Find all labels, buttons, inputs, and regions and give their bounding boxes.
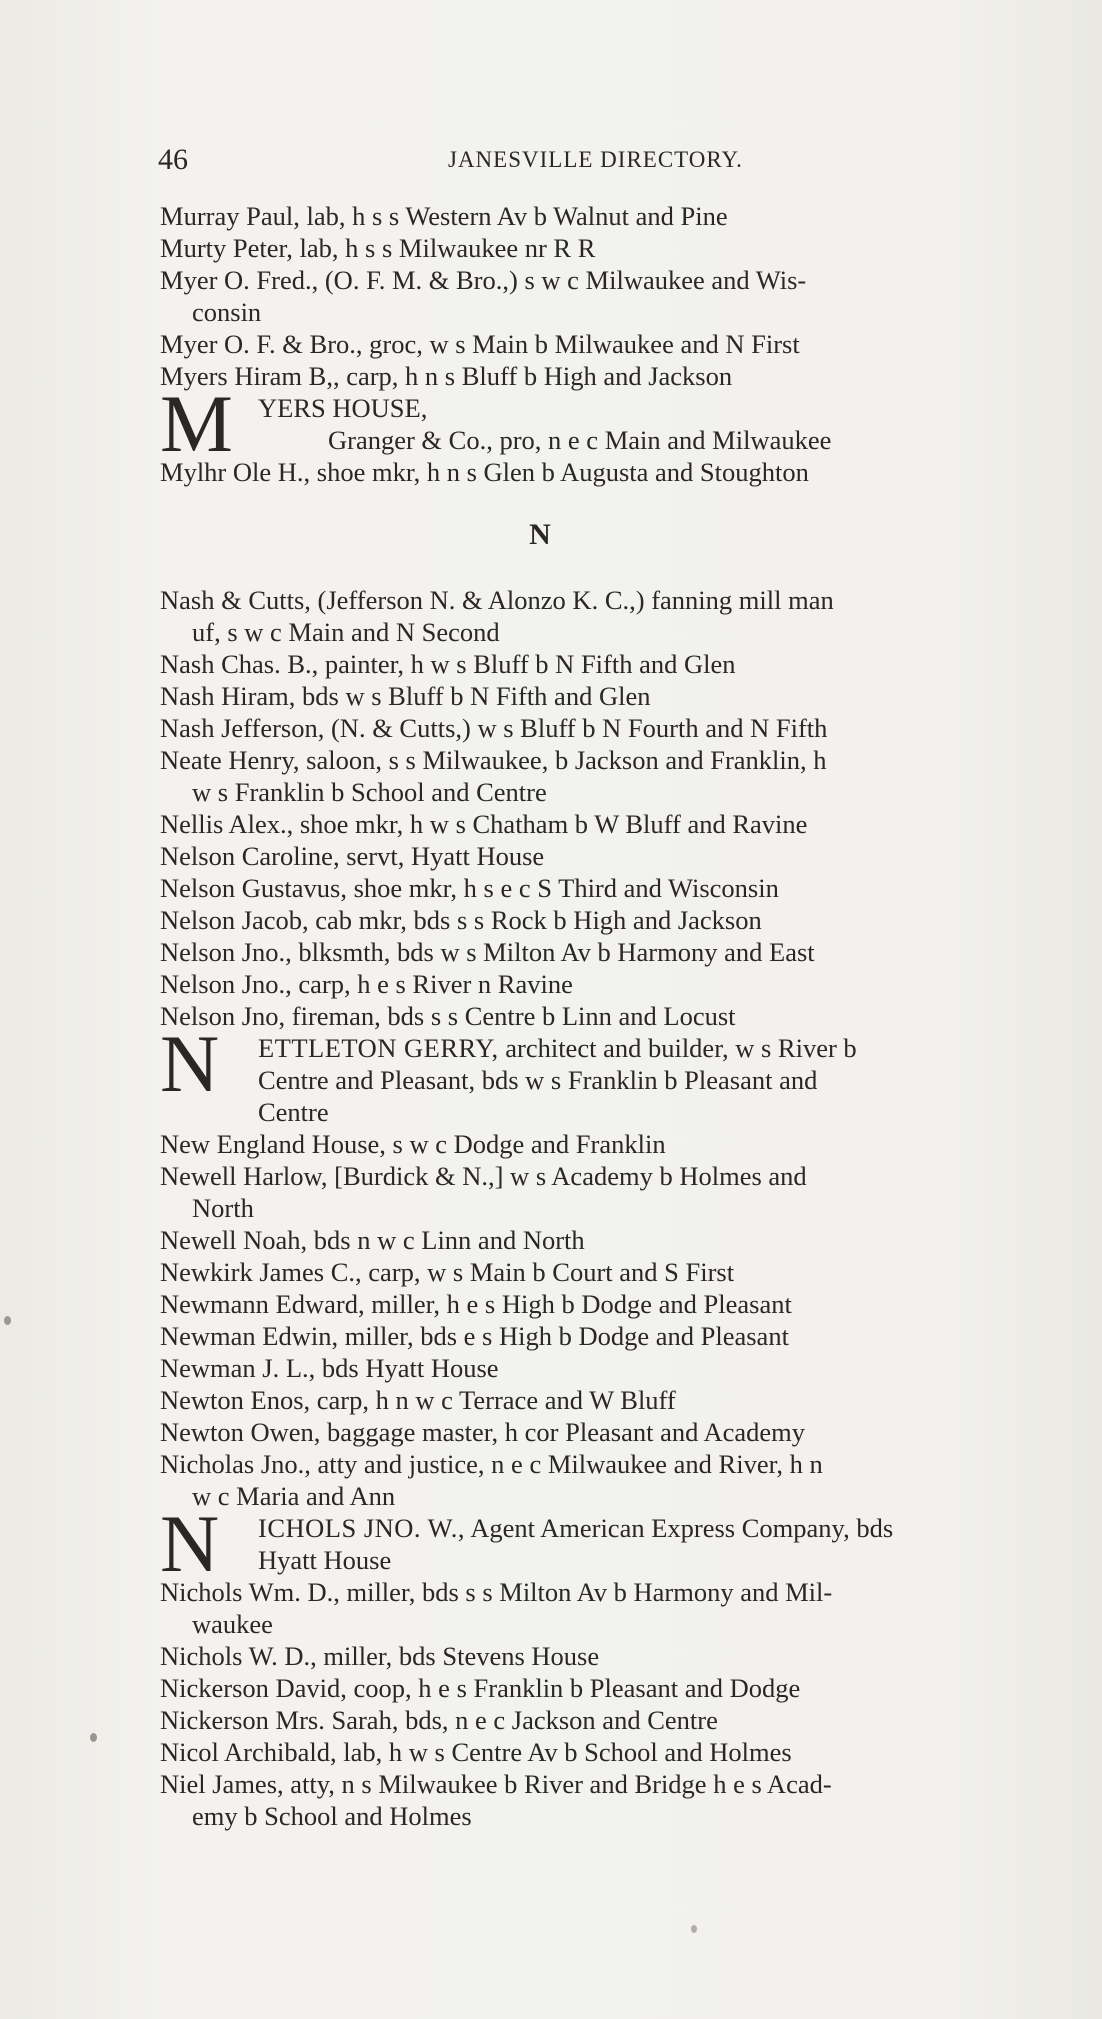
entry-line: Agent American Express Company, bds — [470, 1513, 894, 1543]
entry-line: Nash Chas. B., painter, h w s Bluff b N Fifth and Glen — [160, 649, 736, 679]
entry-line: Newell Noah, bds n w c Linn and North — [160, 1225, 585, 1255]
paper-speck — [90, 1733, 97, 1742]
entry-line: Nicholas Jno., atty and justice, n e c Milwaukee and River, h n — [160, 1449, 823, 1479]
entry-line: Myer O. Fred., (O. F. M. & Bro.,) s w c Milwaukee and Wis- — [160, 265, 807, 295]
entry-line: Nash Hiram, bds w s Bluff b N Fifth and Glen — [160, 681, 651, 711]
feature-title: ICHOLS JNO. W., — [258, 1513, 466, 1543]
entry-line: architect and builder, w s River b — [505, 1033, 857, 1063]
entry-line: Niel James, atty, n s Milwaukee b River and Bridge h e s Acad- — [160, 1769, 832, 1799]
entry-line: Granger & Co., pro, n e c Main and Milwaukee — [328, 425, 832, 455]
entry-line: Murray Paul, lab, h s s Western Av b Walnut and Pine — [160, 201, 728, 231]
entry-line: Nicol Archibald, lab, h w s Centre Av b School and Holmes — [160, 1737, 792, 1767]
entry-line: Nickerson David, coop, h e s Franklin b Pleasant and Dodge — [160, 1673, 801, 1703]
entry-line: Nickerson Mrs. Sarah, bds, n e c Jackson and Centre — [160, 1705, 718, 1735]
entry-line: waukee — [192, 1609, 273, 1639]
running-title: JANESVILLE DIRECTORY. — [448, 147, 743, 172]
entry-line: Newell Harlow, [Burdick & N.,] w s Academy b Holmes and — [160, 1161, 807, 1191]
entry-line: emy b School and Holmes — [192, 1801, 472, 1831]
entry-line: Nash & Cutts, (Jefferson N. & Alonzo K. C.,) fanning mill man — [160, 585, 834, 615]
entry-line: Newkirk James C., carp, w s Main b Court and S First — [160, 1257, 735, 1287]
drop-cap-letter: M — [160, 378, 233, 469]
drop-cap-letter: N — [160, 1498, 220, 1589]
entry-line: Murty Peter, lab, h s s Milwaukee nr R R — [160, 233, 596, 263]
entry-line: Centre and Pleasant, bds w s Franklin b Pleasant and — [258, 1065, 818, 1095]
entry-line: Nellis Alex., shoe mkr, h w s Chatham b W Bluff and Ravine — [160, 809, 808, 839]
entry-line: Myer O. F. & Bro., groc, w s Main b Milwaukee and N First — [160, 329, 800, 359]
entry-line: uf, s w c Main and N Second — [192, 617, 500, 647]
entry-line: Centre — [258, 1097, 329, 1127]
feature-title: YERS HOUSE, — [258, 393, 428, 423]
entry-line: Nichols Wm. D., miller, bds s s Milton Av b Harmony and Mil- — [160, 1577, 833, 1607]
entry-line: Neate Henry, saloon, s s Milwaukee, b Jackson and Franklin, h — [160, 745, 827, 775]
entry-line: w s Franklin b School and Centre — [192, 777, 547, 807]
page-number: 46 — [158, 143, 188, 176]
paper-speck — [4, 1316, 11, 1325]
entry-line: New England House, s w c Dodge and Franklin — [160, 1129, 666, 1159]
section-letter: N — [529, 518, 551, 551]
directory-column — [160, 200, 1080, 1832]
entry-line: Nelson Jno., carp, h e s River n Ravine — [160, 969, 573, 999]
page-header — [158, 143, 788, 177]
entry-line: Newman J. L., bds Hyatt House — [160, 1353, 499, 1383]
feature-title: ETTLETON GERRY, — [258, 1033, 499, 1063]
entry-line: Nichols W. D., miller, bds Stevens House — [160, 1641, 600, 1671]
entry-line: Nelson Gustavus, shoe mkr, h s e c S Third and Wisconsin — [160, 873, 779, 903]
entry-line: Myers Hiram B,, carp, h n s Bluff b High and Jackson — [160, 361, 733, 391]
entry-line: Newton Owen, baggage master, h cor Pleasant and Academy — [160, 1417, 806, 1447]
entry-line: Hyatt House — [258, 1545, 392, 1575]
entry-line: w c Maria and Ann — [192, 1481, 396, 1511]
entry-line: Newton Enos, carp, h n w c Terrace and W Bluff — [160, 1385, 676, 1415]
entry-line: Newman Edwin, miller, bds e s High b Dodge and Pleasant — [160, 1321, 789, 1351]
entry-line: Nelson Jno., blksmth, bds w s Milton Av b Harmony and East — [160, 937, 815, 967]
entry-line: consin — [192, 297, 262, 327]
entry-line: Nash Jefferson, (N. & Cutts,) w s Bluff b N Fourth and N Fifth — [160, 713, 828, 743]
entry-line: North — [192, 1193, 254, 1223]
entry-line: Newmann Edward, miller, h e s High b Dodge and Pleasant — [160, 1289, 792, 1319]
drop-cap-letter: N — [160, 1018, 220, 1109]
entry-line: Nelson Caroline, servt, Hyatt House — [160, 841, 545, 871]
entry-line: Nelson Jno, fireman, bds s s Centre b Linn and Locust — [160, 1001, 736, 1031]
section-divider — [160, 488, 1080, 584]
paper-speck — [691, 1925, 697, 1933]
entry-line: Mylhr Ole H., shoe mkr, h n s Glen b Augusta and Stoughton — [160, 457, 809, 487]
entry-line: Nelson Jacob, cab mkr, bds s s Rock b High and Jackson — [160, 905, 762, 935]
